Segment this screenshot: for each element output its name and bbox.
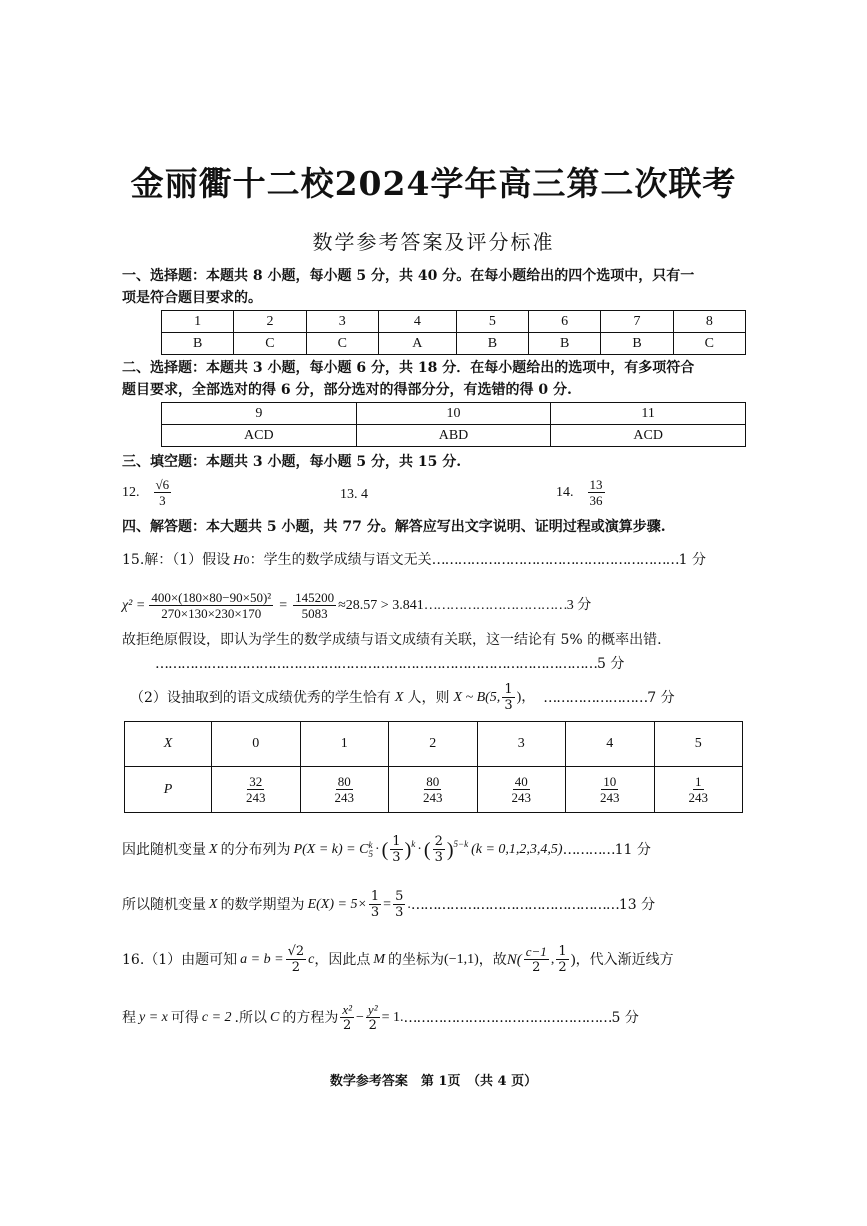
section1-heading-line2: 项是符合题目要求的。 [122, 290, 262, 306]
distribution-x-value: 1 [300, 722, 389, 767]
q16-l2-c: .所以 [234, 1009, 267, 1026]
section2-number-row [162, 403, 746, 425]
q14-numerator: 13 [589, 477, 603, 492]
q15-part2-frac-num: 1 [504, 682, 513, 697]
distribution-x-header: X [125, 722, 212, 767]
q16-text-b: ，因此点 [314, 951, 371, 968]
q15-dist-paren-close1: ) [404, 838, 412, 861]
section2-heading-line2: 题目要求，全部选对的得 6 分，部分选对的得部分分，有选错的得 0 分. [122, 382, 572, 398]
section1-question-number-4: 4 [378, 311, 456, 333]
q15-hypothesis-symbol: H [233, 553, 244, 568]
q15-exp-frac2-den: 3 [395, 905, 404, 920]
q15-chi-fraction2 [293, 590, 336, 621]
q16-score1: 5 分 [611, 1009, 639, 1026]
distribution-x-value: 0 [212, 722, 301, 767]
section3-heading: 三、填空题：本题共 3 小题，每小题 5 分，共 15 分. [122, 454, 462, 470]
q15-part2-dist: X ~ B(5, [453, 689, 501, 705]
section2-question-number-3: 11 [551, 403, 746, 425]
q14-label: 14. [556, 484, 574, 500]
answer-key-subtitle: 数学参考答案及评分标准 [312, 230, 555, 254]
q15-dist-mid: 的分布列为 [220, 841, 291, 858]
q15-dist-range: (k = 0,1,2,3,4,5) [471, 841, 563, 857]
q15-dist-frac2 [433, 834, 445, 865]
q15-score5: 11 分 [614, 841, 651, 858]
q15-part2-fraction [502, 682, 514, 713]
section1-question-number-6: 6 [529, 311, 601, 333]
distribution-p-value [654, 767, 743, 813]
q15-dist-frac1-num: 1 [392, 834, 401, 849]
section1-answer-4: A [378, 333, 456, 355]
probability-fraction [687, 774, 711, 805]
probability-denominator: 243 [511, 790, 531, 805]
q15-conclusion: 故拒绝原假设，即认为学生的数学成绩与语文成绩有关联，这一结论有 5% 的概率出错. [122, 632, 662, 648]
section1-answer-5: B [456, 333, 528, 355]
distribution-p-value [389, 767, 478, 813]
q15-part2-text: （2）设抽取到的语文成绩优秀的学生恰有 [130, 689, 391, 706]
q15-part2-frac-den: 3 [504, 698, 513, 713]
section2-answer-row [162, 425, 746, 447]
distribution-p-value [566, 767, 655, 813]
exam-title: 金丽衢十二校2024学年高三第二次联考 [130, 164, 737, 203]
q16-ab: a = b = [240, 951, 284, 967]
section2-answer-table [161, 402, 746, 447]
q15-exp-equals: = [383, 896, 392, 912]
section2-question-number-1: 9 [162, 403, 357, 425]
q15-dist-dot2: · [417, 841, 422, 857]
q12-label: 12. [122, 484, 140, 500]
section2-heading-line1: 二、选择题：本题共 3 小题，每小题 6 分，共 18 分．在每小题给出的选项中，有多项符合 [122, 360, 695, 376]
q16-frac1-num: √2 [287, 944, 305, 959]
distribution-p-header: P [125, 767, 212, 813]
q13-answer: 13. 4 [340, 487, 368, 502]
q12-fraction [154, 477, 172, 508]
q15-dist-combination [368, 841, 373, 859]
q16-n-frac2-den: 2 [558, 960, 567, 975]
page-footer: 数学参考答案 第 1页 （共 4 页） [329, 1074, 538, 1089]
q14-fraction [588, 477, 605, 508]
q15-line1 [122, 550, 706, 572]
q16-frac1-den: 2 [291, 960, 300, 975]
probability-fraction [244, 774, 268, 805]
probability-fraction [510, 774, 534, 805]
q15-dist-x: X [209, 841, 218, 857]
q15-chi-lhs: χ² = [122, 597, 146, 613]
section1-question-number-8: 8 [673, 311, 745, 333]
q15-exp-frac1-num: 1 [370, 889, 380, 904]
q16-intro: 16.（1）由题可知 [122, 951, 238, 968]
q15-chi-numerator2: 145200 [295, 590, 335, 605]
q15-dots3: ………………………………………………………………………………………… [155, 656, 597, 672]
q15-dist-paren-open2: ( [423, 838, 431, 861]
q16-text-d: ，故 [478, 951, 507, 968]
section1-answer-1: B [162, 333, 234, 355]
q16-line2 [122, 1002, 639, 1033]
q15-score2: 3 分 [566, 597, 592, 613]
probability-denominator: 243 [600, 790, 620, 805]
q15-hypothesis-text: ：学生的数学成绩与语文无关 [249, 552, 432, 568]
q15-dist-power1: k [411, 839, 416, 849]
q15-exp-frac2 [393, 889, 405, 920]
q15-dist-formula-a: P(X = k) = C [293, 841, 369, 857]
q16-coord: (−1,1) [444, 951, 479, 967]
q15-chi-equals: = [279, 597, 288, 613]
section1-answer-2: C [234, 333, 306, 355]
q16-c: c [308, 951, 315, 967]
section1-question-number-7: 7 [601, 311, 673, 333]
q15-part2-close: )， [516, 689, 536, 705]
q15-exp-frac1 [369, 889, 381, 920]
distribution-x-value: 2 [389, 722, 478, 767]
q16-point-n: N( [506, 951, 522, 968]
q15-dist-paren-close2: ) [446, 838, 454, 861]
q16-l2-frac2-den: 2 [368, 1018, 377, 1033]
q15-dots4: …………………… [543, 689, 648, 706]
probability-denominator: 243 [334, 790, 354, 805]
probability-numerator: 32 [249, 774, 263, 789]
section1-answer-6: B [529, 333, 601, 355]
q15-dist-frac2-num: 2 [434, 834, 443, 849]
probability-denominator: 243 [246, 790, 266, 805]
section1-answer-row [162, 333, 746, 355]
q15-exp-formula: E(X) = 5× [307, 896, 367, 912]
q16-n-frac1-den: 2 [532, 960, 541, 975]
q15-intro: 15.解：（1）假设 [122, 552, 231, 568]
probability-numerator: 40 [514, 774, 528, 789]
q16-l2-curve: C [270, 1009, 280, 1025]
probability-denominator: 243 [423, 790, 443, 805]
q15-dist-combination-sub: 5 [368, 848, 373, 859]
q16-n-frac2-num: 1 [558, 944, 567, 959]
q15-chi-fraction [149, 590, 273, 621]
q15-chi-numerator: 400×(180×80−90×50)² [151, 590, 272, 605]
q16-point-m: M [373, 951, 386, 967]
q15-exp-text: 所以随机变量 [122, 896, 206, 913]
q15-line4 [155, 654, 624, 674]
q15-dist-paren-open1: ( [381, 838, 389, 861]
q15-score6: 13 分 [618, 896, 656, 913]
section1-heading-line1: 一、选择题：本题共 8 小题，每小题 5 分，共 40 分。在每小题给出的四个选项中，只有一 [122, 268, 695, 284]
q15-dots5: ………… [562, 841, 615, 858]
q16-l2-d: 的方程为 [282, 1009, 339, 1026]
q15-distribution-line [122, 834, 651, 865]
probability-numerator: 1 [695, 774, 702, 789]
q16-text-e: ，代入渐近线方 [575, 951, 674, 968]
section1-number-row [162, 311, 746, 333]
q15-distribution-table [124, 721, 743, 813]
q15-part2-x: X [394, 689, 404, 705]
q16-text-c2: 的坐标为 [388, 951, 445, 968]
q15-dist-combination-sup: k [368, 839, 373, 850]
q15-exp-mid: 的数学期望为 [220, 896, 305, 913]
q15-dist-dot: · [374, 841, 380, 857]
q15-chi-denominator: 270×130×230×170 [161, 606, 262, 621]
q15-dist-frac2-den: 3 [434, 850, 443, 865]
q14-denominator: 36 [589, 493, 603, 508]
section1-question-number-5: 5 [456, 311, 528, 333]
distribution-p-row [125, 767, 743, 813]
q15-chi-denominator2: 5083 [301, 606, 328, 621]
section2-answer-1: ACD [162, 425, 357, 447]
q16-n-comma: , [550, 951, 555, 967]
q15-dots1: ………………………………………………… [431, 552, 679, 568]
section1-question-number-3: 3 [306, 311, 378, 333]
q15-exp-period: . [407, 896, 411, 912]
q16-fraction1 [286, 944, 307, 975]
distribution-x-value: 3 [477, 722, 566, 767]
distribution-p-value [477, 767, 566, 813]
section2-answer-2: ABD [356, 425, 551, 447]
q16-l2-yx: y = x [139, 1009, 168, 1025]
section1-question-number-2: 2 [234, 311, 306, 333]
q16-n-frac1-num: c−1 [525, 944, 547, 959]
q16-l2-frac1 [340, 1002, 354, 1033]
q16-l2-frac1-num: x² [342, 1002, 353, 1017]
q15-dist-frac1 [390, 834, 402, 865]
q16-n-frac2 [556, 944, 568, 975]
distribution-x-value: 4 [566, 722, 655, 767]
q16-l2-frac2-num: y² [367, 1002, 378, 1017]
q15-score4: 7 分 [647, 689, 675, 706]
q16-l2-c2: c = 2 [201, 1009, 232, 1025]
q15-score3: 5 分 [597, 656, 625, 672]
q15-part2-line [130, 682, 675, 713]
probability-denominator: 243 [688, 790, 708, 805]
q15-exp-frac1-den: 3 [370, 905, 380, 920]
q16-l2-b: 可得 [170, 1009, 199, 1026]
q15-score1: 1 分 [678, 552, 707, 568]
q15-exp-frac2-num: 5 [395, 889, 404, 904]
q16-dots1: ………………………………………… [403, 1009, 612, 1026]
q16-l2-minus: − [356, 1009, 364, 1025]
q16-l2-frac1-den: 2 [343, 1018, 352, 1033]
q16-n-frac1 [524, 944, 549, 975]
q12-denominator: 3 [159, 493, 166, 508]
q16-line1 [122, 944, 674, 975]
q15-dist-power2: 5−k [453, 839, 469, 849]
distribution-x-row [125, 722, 743, 767]
section4-heading: 四、解答题：本大题共 5 小题，共 77 分。解答应写出文字说明、证明过程或演算步骤. [122, 519, 666, 535]
q16-l2-frac2 [366, 1002, 380, 1033]
q12-answer [122, 477, 173, 508]
distribution-p-value [300, 767, 389, 813]
q14-answer [556, 477, 607, 508]
section2-answer-3: ACD [551, 425, 746, 447]
q15-expectation-line [122, 889, 655, 920]
q16-l2-a: 程 [122, 1009, 136, 1026]
q15-dots2: …………………………… [423, 597, 567, 613]
q16-n-close: ) [570, 951, 576, 968]
section1-answer-7: B [601, 333, 673, 355]
probability-numerator: 80 [337, 774, 351, 789]
probability-numerator: 80 [426, 774, 440, 789]
q15-hypothesis-sub: 0 [243, 556, 250, 567]
probability-fraction [333, 774, 357, 805]
probability-fraction [598, 774, 622, 805]
probability-numerator: 10 [603, 774, 617, 789]
q15-part2-mid: 人，则 [407, 689, 450, 706]
q15-dist-text: 因此随机变量 [122, 841, 206, 858]
q12-numerator: √6 [155, 477, 170, 492]
q15-chi-square-line [122, 590, 591, 621]
q15-dots6: ………………………………………… [410, 896, 619, 913]
q15-exp-x: X [209, 896, 218, 912]
q15-chi-result: ≈28.57 > 3.841 [338, 597, 424, 613]
section1-question-number-1: 1 [162, 311, 234, 333]
q16-l2-eq: = 1. [381, 1009, 404, 1025]
section1-answer-table [161, 310, 746, 355]
distribution-x-value: 5 [654, 722, 743, 767]
distribution-p-value [212, 767, 301, 813]
section1-answer-8: C [673, 333, 745, 355]
section2-question-number-2: 10 [356, 403, 551, 425]
probability-fraction [421, 774, 445, 805]
section1-answer-3: C [306, 333, 378, 355]
q15-dist-frac1-den: 3 [392, 850, 401, 865]
